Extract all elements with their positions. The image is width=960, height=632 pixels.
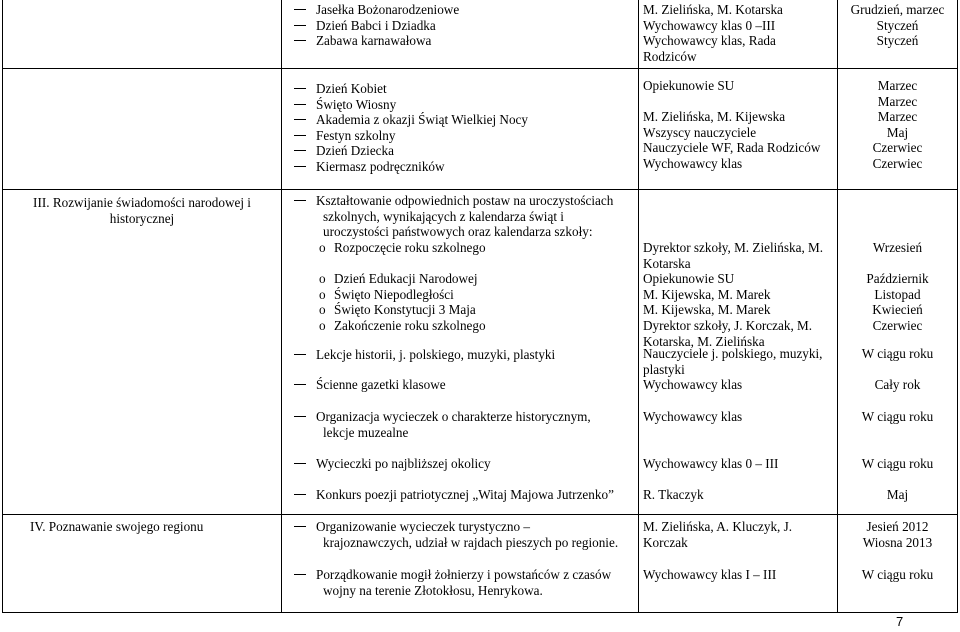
wycieczki-date: W ciągu roku	[861, 409, 934, 424]
row-divider-1	[2, 68, 958, 69]
konkurs-responsible: R. Tkaczyk	[643, 487, 704, 502]
section3-intro: Kształtowanie odpowiednich postaw na uroczystościach szkolnych, wynikających z kalendarza świąt i uroczystości państwowych oraz kalendarza szkoły: o Rozpoczęcie roku szkolnego o Dzień Edukacji Narodowej o Święto Niepodległości o Święto Konstytucji 3 Maja o Zakończenie roku szkolnego	[286, 193, 636, 333]
task-item: Kiermasz podręczników	[286, 159, 636, 175]
lessons-responsible: Nauczyciele j. polskiego, muzyki, plastyki	[643, 346, 823, 377]
table-border-left	[2, 0, 3, 613]
section3-responsible: Dyrektor szkoły, M. Zielińska, M. Kotarska Opiekunowie SU M. Kijewska, M. Marek M. Kijewska, M. Marek Dyrektor szkoły, J. Korczak, M. Kotarska, M. Zielińska	[643, 240, 824, 349]
okolica-responsible: Wychowawcy klas 0 – III	[643, 456, 779, 471]
gazetki-task: Ścienne gazetki klasowe	[286, 377, 636, 393]
sub-item: o Święto Niepodległości	[319, 286, 454, 302]
page-number: 7	[896, 614, 904, 629]
gazetki-responsible: Wychowawcy klas	[643, 377, 743, 392]
column-divider-2	[638, 0, 639, 613]
section4-task1-dates: Jesień 2012 Wiosna 2013	[862, 519, 933, 550]
konkurs-date: Maj	[886, 487, 909, 502]
gazetki-date: Cały rok	[874, 377, 921, 392]
row1-responsible: M. Zielińska, M. Kotarska Wychowawcy klas 0 –III Wychowawcy klas, Rada Rodziców	[643, 2, 783, 64]
section4-task2-date: W ciągu roku	[861, 567, 934, 582]
task-item: Festyn szkolny	[286, 128, 636, 144]
task-item: Dzień Babci i Dziadka	[286, 18, 636, 34]
section3-dates: Wrzesień Październik Listopad Kwiecień Czerwiec	[866, 240, 929, 333]
row-divider-2	[2, 189, 958, 190]
sub-item: o Rozpoczęcie roku szkolnego	[319, 239, 486, 255]
lessons-task: Lekcje historii, j. polskiego, muzyki, plastyki	[286, 347, 636, 363]
section4-task2: Porządkowanie mogił żołnierzy i powstańców z czasów wojny na terenie Złotokłosu, Henrykowa.	[286, 567, 636, 598]
section4-task1-responsible: M. Zielińska, A. Kluczyk, J. Korczak	[643, 519, 793, 550]
section4-task2-responsible: Wychowawcy klas I – III	[643, 567, 777, 582]
sub-item: o Zakończenie roku szkolnego	[319, 317, 486, 333]
task-item: Dzień Kobiet	[286, 81, 636, 97]
row2-dates: Marzec Marzec Marzec Maj Czerwiec Czerwiec	[872, 78, 923, 171]
task-item: Kształtowanie odpowiednich postaw na uroczystościach	[286, 193, 636, 209]
konkurs-task: Konkurs poezji patriotycznej „Witaj Majowa Jutrzenko”	[286, 487, 636, 503]
wycieczki-responsible: Wychowawcy klas	[643, 409, 743, 424]
row2-responsible: Opiekunowie SU M. Zielińska, M. Kijewska Wszyscy nauczyciele Nauczyciele WF, Rada Rodziców Wychowawcy klas	[643, 78, 821, 171]
wycieczki-task: Organizacja wycieczek o charakterze historycznym, lekcje muzealne	[286, 409, 636, 440]
lessons-date: W ciągu roku	[861, 346, 934, 361]
section4-task1: Organizowanie wycieczek turystyczno – krajoznawczych, udział w rajdach pieszych po regionie.	[286, 519, 636, 550]
task-item: Akademia z okazji Świąt Wielkiej Nocy	[286, 112, 636, 128]
sub-item: o Święto Konstytucji 3 Maja	[319, 302, 476, 318]
table-border-right	[957, 0, 958, 613]
task-item: Dzień Dziecka	[286, 143, 636, 159]
row-divider-3	[2, 514, 958, 515]
row2-tasks	[286, 81, 636, 175]
section3-title: III. Rozwijanie świadomości narodowej i historycznej	[33, 195, 251, 226]
row1-tasks	[286, 2, 636, 49]
table-border-bottom	[2, 612, 958, 613]
sub-item: o Dzień Edukacji Narodowej	[319, 270, 478, 286]
section4-title: IV. Poznawanie swojego regionu	[30, 519, 204, 534]
column-divider-1	[281, 0, 282, 613]
task-item: Zabawa karnawałowa	[286, 33, 636, 49]
okolica-date: W ciągu roku	[861, 456, 934, 471]
okolica-task: Wycieczki po najbliższej okolicy	[286, 456, 636, 472]
task-item: Święto Wiosny	[286, 97, 636, 113]
task-item: Jasełka Bożonarodzeniowe	[286, 2, 636, 18]
row1-dates: Grudzień, marzec Styczeń Styczeń	[850, 2, 945, 49]
